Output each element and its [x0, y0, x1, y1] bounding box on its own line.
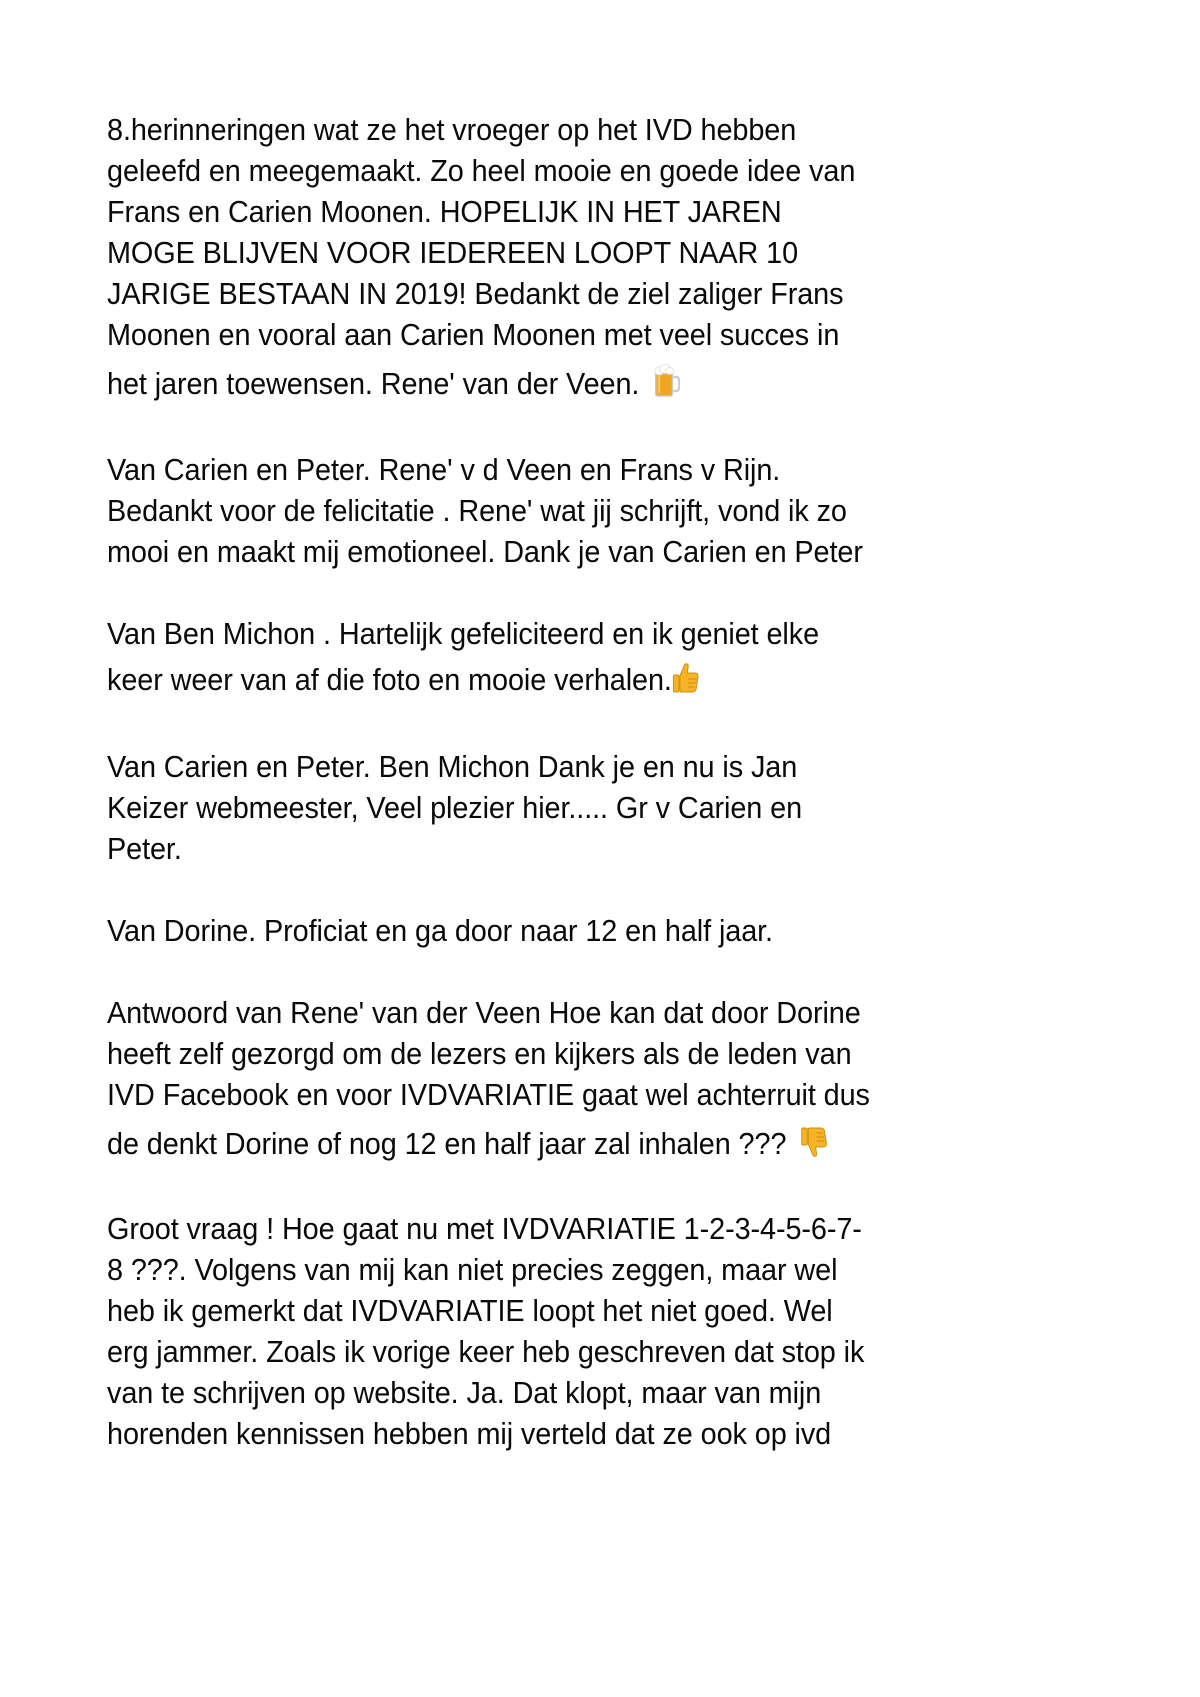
text-line: het jaren toewensen. Rene' van der Veen. — [107, 366, 640, 401]
text-line: geleefd en meegemaakt. Zo heel mooie en goede idee van — [107, 153, 856, 188]
text-line: horenden kennissen hebben mij verteld dat ze ook op ivd — [107, 1416, 832, 1451]
text-line: IVD Facebook en voor IVDVARIATIE gaat wel achterruit dus — [107, 1077, 870, 1112]
text-line: van te schrijven op website. Ja. Dat klopt, maar van mijn — [107, 1375, 822, 1410]
text-line: mooi en maakt mij emotioneel. Dank je van Carien en Peter — [107, 534, 863, 569]
text-line: Frans en Carien Moonen. HOPELIJK IN HET JAREN — [107, 194, 782, 229]
thumbs-down-icon — [800, 1124, 828, 1166]
text-line: Van Carien en Peter. Rene' v d Veen en Frans v Rijn. — [107, 452, 781, 487]
text-line: 8.herinneringen wat ze het vroeger op het IVD hebben — [107, 112, 797, 147]
text-line: Groot vraag ! Hoe gaat nu met IVDVARIATIE 1-2-3-4-5-6-7- — [107, 1211, 862, 1246]
text-line: de denkt Dorine of nog 12 en half jaar zal inhalen ??? — [107, 1126, 787, 1161]
text-line-with-emoji — [107, 364, 681, 406]
thumbs-up-icon — [672, 662, 700, 702]
text-line: Antwoord van Rene' van der Veen Hoe kan dat door Dorine — [107, 995, 861, 1030]
text-line-with-emoji — [107, 662, 700, 702]
text-line: Van Dorine. Proficiat en ga door naar 12 en half jaar. — [107, 913, 773, 948]
text-line: heeft zelf gezorgd om de lezers en kijkers als de leden van — [107, 1036, 852, 1071]
text-line: Moonen en vooral aan Carien Moonen met veel succes in — [107, 317, 840, 352]
text-line: 8 ???. Volgens van mij kan niet precies zeggen, maar wel — [107, 1252, 838, 1287]
text-line: Van Ben Michon . Hartelijk gefeliciteerd en ik geniet elke — [107, 616, 820, 651]
text-line: MOGE BLIJVEN VOOR IEDEREEN LOOPT NAAR 10 — [107, 235, 799, 270]
beer-mug-icon — [653, 364, 681, 406]
text-line: erg jammer. Zoals ik vorige keer heb geschreven dat stop ik — [107, 1334, 865, 1369]
text-line: JARIGE BESTAAN IN 2019! Bedankt de ziel zaliger Frans — [107, 276, 844, 311]
text-line: heb ik gemerkt dat IVDVARIATIE loopt het niet goed. Wel — [107, 1293, 833, 1328]
text-line: Van Carien en Peter. Ben Michon Dank je en nu is Jan — [107, 749, 798, 784]
text-line: Bedankt voor de felicitatie . Rene' wat jij schrijft, vond ik zo — [107, 493, 847, 528]
text-line: Peter. — [107, 831, 182, 866]
text-line-with-emoji — [107, 1124, 828, 1166]
text-line: Keizer webmeester, Veel plezier hier..... Gr v Carien en — [107, 790, 803, 825]
text-line: keer weer van af die foto en mooie verhalen. — [107, 662, 672, 697]
